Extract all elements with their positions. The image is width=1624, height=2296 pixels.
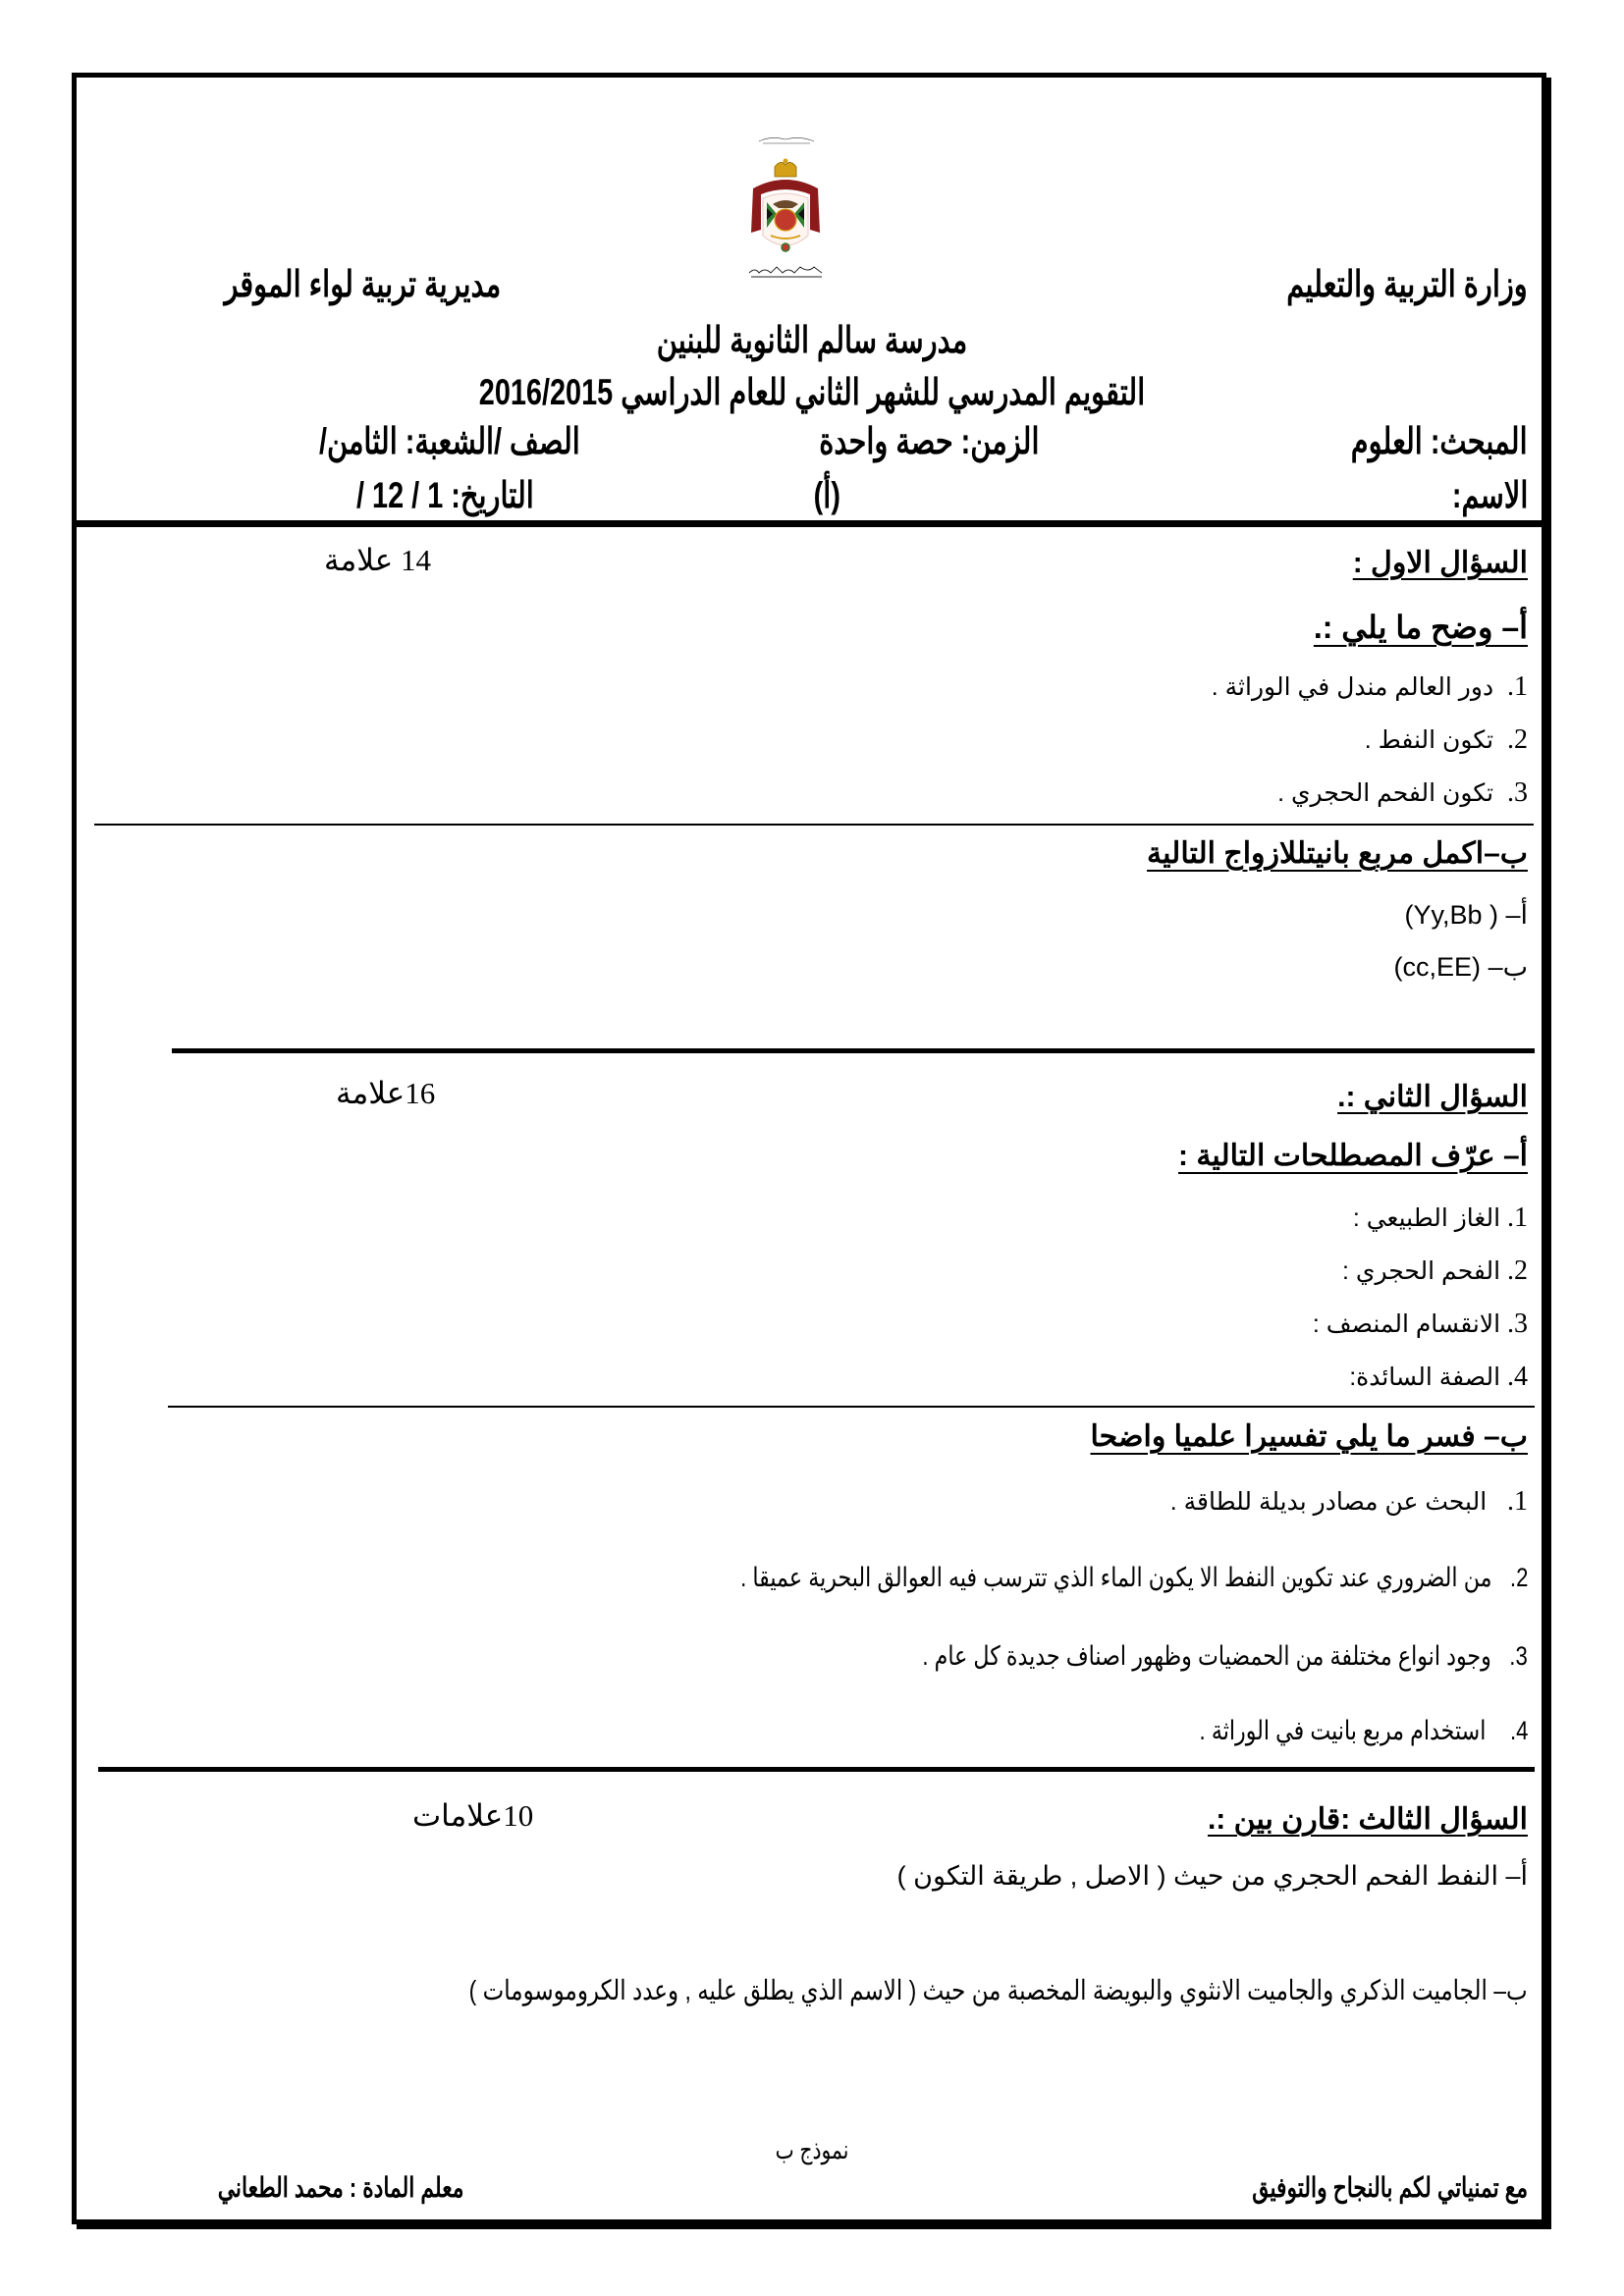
- q2-b-item-2: [740, 1563, 1528, 1593]
- q1-part-a-title: أ– وضح ما يلي :.: [1313, 610, 1528, 645]
- item-number: 3.: [1507, 1308, 1528, 1339]
- q2-title: السؤال الثاني :.: [1337, 1081, 1528, 1113]
- item-number: 1.: [1507, 671, 1528, 702]
- ministry-name: وزارة التربية والتعليم: [1286, 264, 1528, 304]
- q1-part-divider: [94, 824, 1534, 826]
- school-name: مدرسة سالم الثانوية للبنين: [656, 320, 968, 360]
- q2-b-item-3: [923, 1641, 1528, 1672]
- q2-part-a-title: أ– عرّف المصطلحات التالية :: [1178, 1140, 1528, 1172]
- q2-a-item-3: [1313, 1308, 1528, 1340]
- directorate-name: مديرية تربية لواء الموقر: [224, 264, 501, 304]
- exam-date: التاريخ: 1 / 12 /: [356, 475, 534, 515]
- item-number: 1.: [1507, 1486, 1528, 1517]
- item-label: ب–: [1481, 952, 1528, 982]
- q1-b-item-2: [1394, 952, 1528, 983]
- item-text: استخدام مربع بانيت في الوراثة .: [1199, 1716, 1486, 1745]
- q1-marks: 14 علامة: [324, 543, 431, 577]
- header-divider: [77, 520, 1546, 527]
- item-number: 3.: [1507, 777, 1528, 808]
- item-text: تكون الفحم الحجري .: [1277, 779, 1494, 807]
- student-name-label: الاسم:: [1451, 475, 1528, 515]
- q2-part-b-title: ب– فسر ما يلي تفسيرا علميا واضحا: [1090, 1420, 1528, 1453]
- item-text: (cc,EE): [1393, 952, 1482, 982]
- item-text: الغاز الطبيعي :: [1352, 1204, 1501, 1232]
- item-number: 4.: [1507, 1362, 1528, 1392]
- q1-title: السؤال الاول :: [1352, 547, 1528, 579]
- item-text: الانقسام المنصف :: [1312, 1310, 1501, 1338]
- q2-divider: [172, 1048, 1535, 1053]
- item-text: دور العالم مندل في الوراثة .: [1211, 673, 1494, 701]
- q3-divider: [98, 1767, 1535, 1772]
- q2-b-item-1: [1170, 1486, 1528, 1518]
- jordan-coat-of-arms-logo: [731, 130, 839, 287]
- q2-part-divider: [168, 1406, 1535, 1408]
- item-label: أ–: [1497, 900, 1528, 930]
- item-number: 2.: [1507, 724, 1528, 755]
- item-text: البحث عن مصادر بديلة للطاقة .: [1169, 1488, 1488, 1516]
- item-text: الفحم الحجري :: [1342, 1257, 1501, 1285]
- form-letter: (أ): [813, 475, 840, 515]
- q1-a-item-2: [1365, 724, 1528, 756]
- q1-a-item-3: [1277, 777, 1528, 809]
- q1-a-item-1: [1212, 671, 1528, 703]
- q2-b-item-4: [1199, 1716, 1528, 1746]
- q2-a-item-1: [1353, 1202, 1528, 1234]
- q1-b-item-1: [1404, 900, 1528, 931]
- q2-a-item-4: [1349, 1362, 1528, 1393]
- item-text: الصفة السائدة:: [1349, 1363, 1501, 1391]
- item-text: (Yy,Bb ): [1404, 900, 1498, 930]
- model-label: نموذج ب: [775, 2135, 849, 2164]
- q1-part-b-title: ب–اكمل مربع بانيتللازواج التالية: [1147, 837, 1528, 870]
- q3-marks: 10علامات: [412, 1798, 534, 1833]
- q3-title: السؤال الثالث :قارن بين :.: [1207, 1803, 1528, 1836]
- item-text: من الضروري عند تكوين النفط الا يكون الماء الذي تترسب فيه العوالق البحرية عميقا .: [739, 1563, 1492, 1592]
- q2-marks: 16علامة: [336, 1076, 436, 1110]
- item-number: 3.: [1509, 1641, 1528, 1671]
- exam-title: التقويم المدرسي للشهر الثاني للعام الدراسي 2016/2015: [478, 372, 1146, 412]
- q3-item-a: أ– النفط الفحم الحجري من حيث ( الاصل , طريقة التكون ): [896, 1861, 1528, 1891]
- item-number: 2.: [1507, 1255, 1528, 1286]
- item-number: 1.: [1507, 1202, 1528, 1233]
- closing-wishes: مع تمنياتي لكم بالنجاح والتوفيق: [1252, 2172, 1528, 2203]
- item-number: 4.: [1509, 1716, 1528, 1745]
- q2-a-item-2: [1342, 1255, 1528, 1287]
- item-text: تكون النفط .: [1364, 726, 1494, 754]
- grade-section-label: الصف /الشعبة: الثامن/: [319, 421, 580, 461]
- duration-label: الزمن: حصة واحدة: [818, 421, 1039, 461]
- teacher-name: معلم المادة : محمد الطعاني: [217, 2172, 463, 2203]
- subject-label: المبحث: العلوم: [1351, 421, 1528, 461]
- item-text: وجود انواع مختلفة من الحمضيات وظهور اصناف جديدة كل عام .: [922, 1641, 1492, 1671]
- q3-item-b: ب– الجاميت الذكري والجاميت الانثوي والبويضة المخصبة من حيث ( الاسم الذي يطلق عليه , وعدد الكروموسومات ): [468, 1975, 1528, 2005]
- item-number: 2.: [1509, 1563, 1528, 1592]
